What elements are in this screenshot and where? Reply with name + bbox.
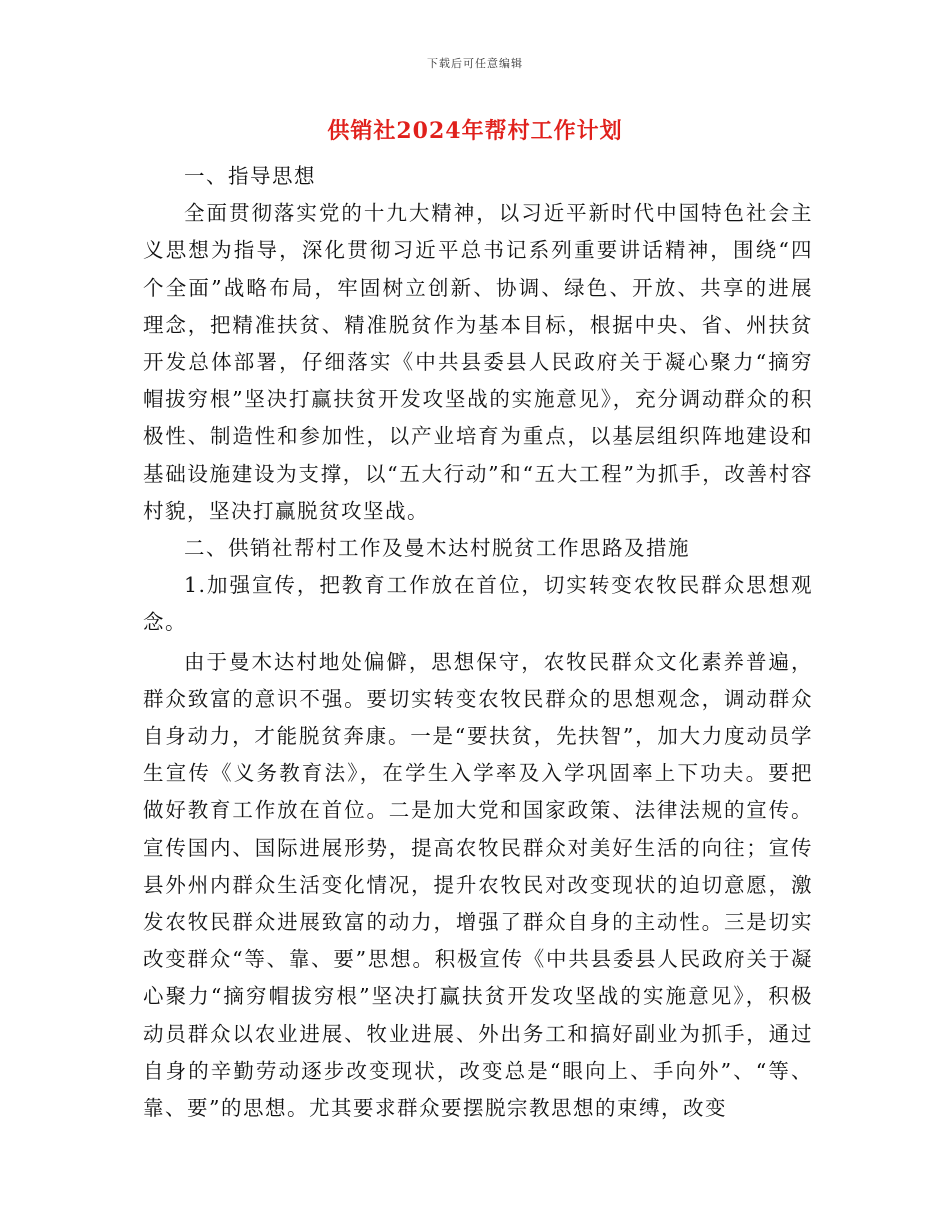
document-title: 供销社2024年帮村工作计划	[327, 118, 623, 144]
header-note: 下载后可任意编辑	[427, 57, 523, 70]
document-body	[143, 158, 813, 1127]
paragraph-guiding-ideology: 全面贯彻落实党的十九大精神，以习近平新时代中国特色社会主义思想为指导，深化贯彻习近平总书记系列重要讲话精神，围绕“四个全面”战略布局，牢固树立创新、协调、绿色、开放、共享的进展理念，把精准扶贫、精准脱贫作为基本目标，根据中央、省、州扶贫开发总体部署，仔细落实《中共县委县人民政府关于凝心聚力“摘穷帽拔穷根”坚决打赢扶贫开发攻坚战的实施意见》，充分调动群众的积极性、制造性和参加性，以产业培育为重点，以基层组织阵地建设和基础设施建设为支撑，以“五大行动”和“五大工程”为抓手，改善村容村貌，坚决打赢脱贫攻坚战。	[143, 201, 813, 523]
subheading-publicity: 1.加强宣传，把教育工作放在首位，切实转变农牧民群众思想观念。	[143, 573, 813, 635]
paragraph-publicity: 由于曼木达村地处偏僻，思想保守，农牧民群众文化素养普遍，群众致富的意识不强。要切实转变农牧民群众的思想观念，调动群众自身动力，才能脱贫奔康。一是“要扶贫，先扶智”，加大力度动员学生宣传《义务教育法》，在学生入学率及入学巩固率上下功夫。要把做好教育工作放在首位。二是加大党和国家政策、法律法规的宣传。宣传国内、国际进展形势，提高农牧民群众对美好生活的向往；宣传县外州内群众生活变化情况，提升农牧民对改变现状的迫切意愿，激发农牧民群众进展致富的动力，增强了群众自身的主动性。三是切实改变群众“等、靠、要”思想。积极宣传《中共县委县人民政府关于凝心聚力“摘穷帽拔穷根”坚决打赢扶贫开发攻坚战的实施意见》，积极动员群众以农业进展、牧业进展、外出务工和搞好副业为抓手，通过自身的辛勤劳动逐步改变现状，改变总是“眼向上、手向外”、“等、靠、要”的思想。尤其要求群众要摆脱宗教思想的束缚，改变	[143, 649, 813, 1121]
section-heading-guiding-ideology: 一、指导思想	[184, 164, 316, 188]
section-heading-measures: 二、供销社帮村工作及曼木达村脱贫工作思路及措施	[184, 536, 690, 561]
